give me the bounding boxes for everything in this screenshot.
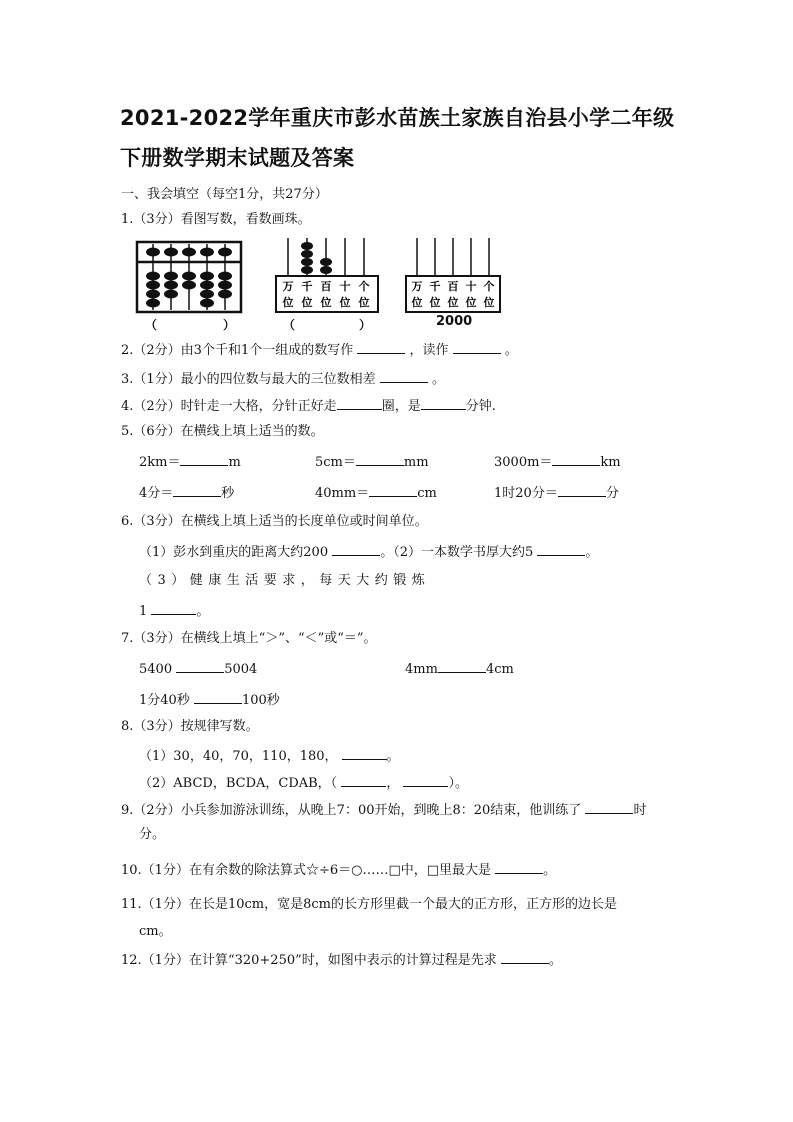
q8-blank-2[interactable] (341, 773, 386, 787)
abacus-bead (218, 290, 232, 299)
q5-item-2-blank[interactable] (356, 452, 404, 466)
question-1: 1.（3分）看图写数，看数画珠。 (121, 212, 311, 227)
place-suffix-label: 位 (358, 296, 370, 309)
question-12 (121, 950, 562, 970)
q5-item-2-text: 5cm＝ (315, 455, 356, 470)
q10-text-a: 10.（1分）在有余数的除法算式☆÷6＝○……□中，□里最大是 (121, 863, 492, 878)
question-4 (121, 396, 496, 416)
q12-text-a: 12.（1分）在计算“320+250”时，如图中表示的计算过程是先求 (121, 953, 497, 968)
abacus-bead (182, 281, 196, 290)
abacus-bead (146, 248, 160, 257)
q7-item-2 (405, 659, 514, 679)
q5-item-4-unit: 秒 (221, 486, 235, 501)
q7-item-1-right: 5004 (224, 662, 258, 677)
q7-item-2-right: 4cm (485, 662, 514, 677)
question-10 (121, 860, 556, 880)
abacus-bead (164, 248, 178, 257)
q2-blank-2[interactable] (453, 340, 501, 354)
q12-blank[interactable] (501, 950, 549, 964)
q10-blank[interactable] (495, 860, 543, 874)
figure-1-open-paren: （ (145, 318, 158, 332)
q7-item-1-left: 5400 (139, 662, 173, 677)
question-7: 7.（3分）在横线上填上“＞”、“＜”或“＝”。 (121, 631, 377, 646)
place-value-label: 十 (339, 280, 351, 293)
q5-item-5-blank[interactable] (369, 483, 417, 497)
q8-part-2 (139, 773, 468, 793)
q9-text-a: 9.（2分）小兵参加游泳训练，从晚上7：00开始，到晚上8：20结束，他训练了 (121, 803, 582, 818)
abacus-bead (182, 272, 196, 281)
q2-text-a: 2.（2分）由3个千和1个一组成的数写作 (121, 343, 354, 358)
q9-text-b: 时 (633, 803, 647, 818)
figure-3-number: 2000 (436, 314, 473, 329)
abacus-bead (200, 248, 214, 257)
q5-item-4-text: 4分＝ (139, 486, 174, 501)
counter-bead (301, 266, 313, 274)
q6-part-3: （3）健康生活要求，每天大约锻炼 (139, 573, 431, 588)
figure-2-close-paren: ） (359, 318, 372, 332)
q8-blank-1[interactable] (342, 746, 387, 760)
place-suffix-label: 位 (282, 296, 294, 309)
q7-item-1 (139, 659, 257, 679)
q3-blank[interactable] (380, 369, 428, 383)
question-9 (121, 800, 646, 820)
q8-part-2-end: ）。 (448, 776, 468, 791)
place-value-label: 百 (447, 280, 459, 293)
abacus-bead (200, 281, 214, 290)
q8-part-2-sep: ， (386, 776, 400, 791)
q5-item-5-unit: cm (417, 486, 437, 501)
abacus-bead (164, 281, 178, 290)
q5-item-4-blank[interactable] (173, 483, 221, 497)
abacus-bead (200, 299, 214, 308)
place-suffix-label: 位 (411, 296, 423, 309)
abacus-figures (133, 236, 503, 332)
section-heading: 一、我会填空（每空1分，共27分） (121, 187, 328, 202)
q7-blank-3[interactable] (194, 690, 242, 704)
abacus-bead (164, 290, 178, 299)
q7-blank-2[interactable] (438, 659, 486, 673)
abacus-figure-1 (137, 242, 241, 312)
place-suffix-label: 位 (465, 296, 477, 309)
question-6: 6.（3分）在横线上填上适当的长度单位或时间单位。 (121, 514, 428, 529)
q7-item-3 (139, 690, 280, 710)
counter-bead (320, 266, 332, 274)
place-value-label: 万 (411, 280, 423, 293)
q5-item-1-unit: m (228, 455, 241, 470)
place-suffix-label: 位 (301, 296, 313, 309)
place-value-label: 十 (465, 280, 477, 293)
q6-part-1-text: （1）彭水到重庆的距离大约200 (139, 545, 329, 560)
q9-blank-1[interactable] (585, 800, 633, 814)
q5-item-6 (494, 483, 619, 503)
q11-continued: cm。 (139, 924, 172, 939)
q7-item-2-left: 4mm (405, 662, 438, 677)
question-2 (121, 340, 518, 360)
q5-item-5-text: 40mm＝ (315, 486, 370, 501)
q5-item-4 (139, 483, 234, 503)
q5-item-6-text: 1时20分＝ (494, 486, 558, 501)
q5-item-2 (315, 452, 429, 472)
figure-2-open-paren: （ (283, 318, 296, 332)
q4-text-b: 圈，是 (381, 399, 421, 414)
counter-bead (320, 258, 332, 266)
figure-1-close-paren: ） (223, 318, 236, 332)
q6-blank-2[interactable] (537, 542, 585, 556)
abacus-bead (218, 281, 232, 290)
q6-part-2-text: 。（2）一本数学书厚大约5 (380, 545, 534, 560)
question-5: 5.（6分）在横线上填上适当的数。 (121, 424, 324, 439)
abacus-bead (146, 281, 160, 290)
q3-text-b: 。 (431, 372, 445, 387)
q8-part-1 (139, 746, 400, 766)
q5-item-3-blank[interactable] (552, 452, 600, 466)
place-suffix-label: 位 (447, 296, 459, 309)
place-value-label: 万 (282, 280, 294, 293)
question-8: 8.（3分）按规律写数。 (121, 719, 259, 734)
counter-bead (301, 258, 313, 266)
abacus-bead (200, 272, 214, 281)
q3-text-a: 3.（1分）最小的四位数与最大的三位数相差 (121, 372, 376, 387)
place-suffix-label: 位 (483, 296, 495, 309)
q6-blank-1[interactable] (332, 542, 380, 556)
place-value-label: 个 (358, 280, 370, 293)
q12-text-b: 。 (548, 953, 562, 968)
q8-part-2-text: （2）ABCD，BCDA，CDAB，（ (139, 776, 338, 791)
q4-text-a: 4.（2分）时针走一大格，分针正好走 (121, 399, 337, 414)
q2-blank-1[interactable] (357, 340, 405, 354)
q4-text-c: 分钟. (465, 399, 496, 414)
q6-blank-3[interactable] (151, 601, 196, 615)
q5-item-1 (139, 452, 241, 472)
place-suffix-label: 位 (339, 296, 351, 309)
place-suffix-label: 位 (320, 296, 332, 309)
q6-part-3-number: 1 (139, 604, 148, 619)
question-11: 11.（1分）在长是10cm，宽是8cm的长方形里截一个最大的正方形，正方形的边长是 (121, 897, 617, 912)
q6-part-3-end: 。 (196, 604, 210, 619)
q6-part-3-answer (139, 601, 209, 621)
abacus-bead (164, 272, 178, 281)
question-3 (121, 369, 445, 389)
q5-item-2-unit: mm (403, 455, 429, 470)
q7-item-3-left: 1分40秒 (139, 693, 190, 708)
q5-item-5 (315, 483, 437, 503)
q8-blank-3[interactable] (403, 773, 448, 787)
abacus-bead (146, 290, 160, 299)
q10-text-b: 。 (543, 863, 557, 878)
q5-item-3-unit: km (600, 455, 621, 470)
q5-item-3 (494, 452, 621, 472)
abacus-figure-3 (406, 238, 500, 312)
q5-item-3-text: 3000m＝ (494, 455, 553, 470)
q4-blank-1[interactable] (337, 396, 382, 410)
q8-part-1-text: （1）30，40，70，110，180， (139, 749, 338, 764)
counter-bead (301, 242, 313, 250)
q4-blank-2[interactable] (421, 396, 466, 410)
place-value-label: 千 (429, 280, 441, 293)
q6-part-1-2 (139, 542, 598, 562)
q5-item-6-blank[interactable] (558, 483, 606, 497)
abacus-bead (200, 290, 214, 299)
abacus-bead (218, 248, 232, 257)
place-value-label: 千 (301, 280, 313, 293)
q7-item-3-right: 100秒 (241, 693, 280, 708)
q2-text-b: ，读作 (409, 343, 449, 358)
q5-item-1-text: 2km＝ (139, 455, 181, 470)
abacus-bead (218, 272, 232, 281)
abacus-bead (146, 272, 160, 281)
q6-part-2-end: 。 (585, 545, 599, 560)
page-title: 2021-2022学年重庆市彭水苗族土家族自治县小学二年级下册数学期末试题及答案 (120, 106, 675, 170)
q8-part-1-end: 。 (386, 749, 400, 764)
q5-item-6-unit: 分 (605, 486, 619, 501)
place-suffix-label: 位 (429, 296, 441, 309)
place-value-label: 个 (483, 280, 495, 293)
q7-blank-1[interactable] (176, 659, 224, 673)
q5-item-1-blank[interactable] (180, 452, 228, 466)
abacus-bead (182, 248, 196, 257)
q9-continued: 分。 (139, 827, 166, 842)
abacus-bead (146, 299, 160, 308)
place-value-label: 百 (320, 280, 332, 293)
q2-text-c: 。 (504, 343, 518, 358)
counter-bead (301, 250, 313, 258)
abacus-figure-2 (276, 238, 378, 312)
